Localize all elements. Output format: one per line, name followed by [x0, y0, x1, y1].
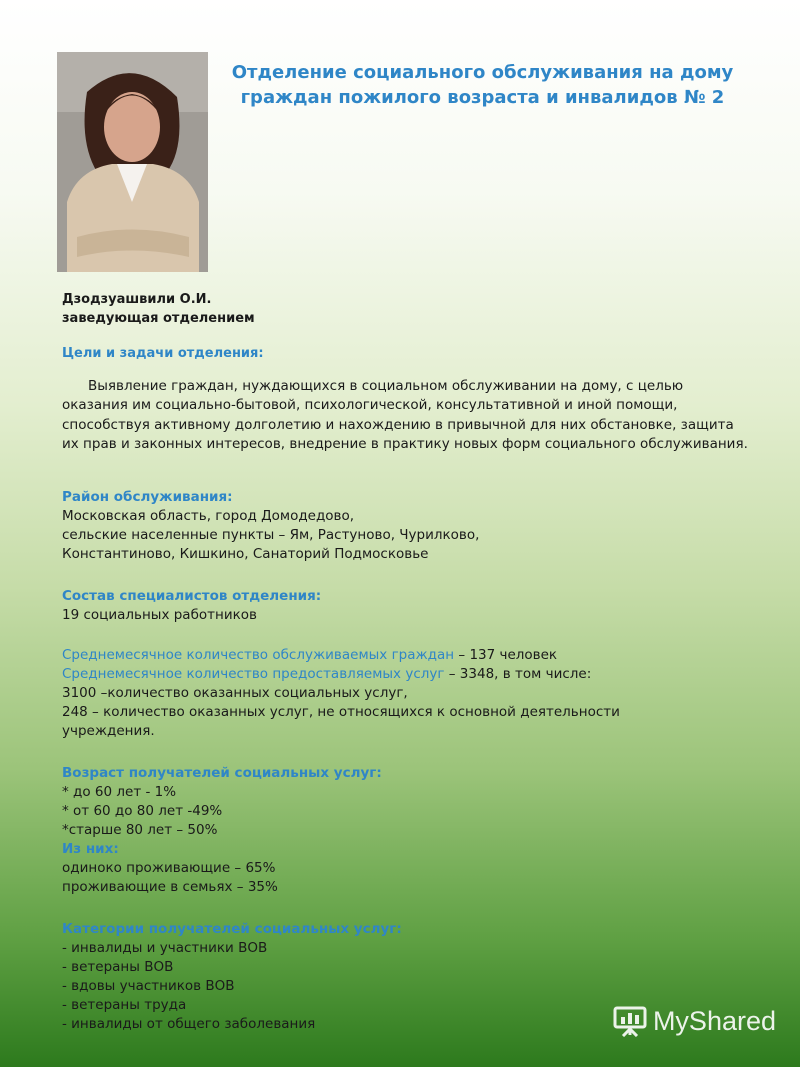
age-heading: Возраст получателей социальных услуг:	[62, 765, 382, 781]
goals-text: Выявление граждан, нуждающихся в социальном обслуживании на дому, с целью оказания им социально-бытовой, психологической, консультативной и иной помощи, способствуя активному долголетию и нахождению в привычной для них обстановке, защита их прав и законных интересов, внедрение в практику новых форм социального обслуживания.	[62, 378, 748, 453]
head-info	[62, 290, 752, 328]
area-line: Константиново, Кишкино, Санаторий Подмосковье	[62, 546, 429, 562]
staff-section	[62, 587, 752, 625]
area-section	[62, 488, 752, 564]
category-item: - вдовы участников ВОВ	[62, 978, 235, 994]
head-position: заведующая отделением	[62, 311, 255, 326]
living-item: проживающие в семьях – 35%	[62, 879, 278, 895]
services-detail-line: 248 – количество оказанных услуг, не относящихся к основной деятельности	[62, 704, 620, 720]
category-item: - инвалиды от общего заболевания	[62, 1016, 316, 1032]
citizens-count-value: – 137 человек	[454, 647, 558, 663]
services-detail-line: 3100 –количество оказанных социальных услуг,	[62, 685, 408, 701]
age-item: * от 60 до 80 лет -49%	[62, 803, 223, 819]
living-heading: Из них:	[62, 841, 119, 857]
area-heading: Район обслуживания:	[62, 489, 233, 505]
area-line: сельские населенные пункты – Ям, Растуново, Чурилково,	[62, 527, 480, 543]
age-item: *старше 80 лет – 50%	[62, 822, 218, 838]
staff-text: 19 социальных работников	[62, 607, 257, 623]
age-section	[62, 764, 752, 897]
watermark-text: MyShared	[652, 1005, 776, 1036]
watermark	[613, 1005, 776, 1037]
category-item: - ветераны ВОВ	[62, 959, 174, 975]
category-item: - инвалиды и участники ВОВ	[62, 940, 268, 956]
staff-heading: Состав специалистов отделения:	[62, 588, 322, 604]
age-item: * до 60 лет - 1%	[62, 784, 177, 800]
counts-section	[62, 646, 752, 741]
services-detail-line: учреждения.	[62, 723, 155, 739]
citizens-count	[62, 646, 752, 665]
citizens-count-label: Среднемесячное количество обслуживаемых граждан	[62, 647, 455, 663]
services-count	[62, 665, 752, 684]
goals-heading: Цели и задачи отделения:	[62, 346, 264, 361]
head-name: Дзодзуашвили О.И.	[62, 292, 212, 307]
page-title: Отделение социального обслуживания на дому граждан пожилого возраста и инвалидов № 2	[231, 62, 734, 108]
services-count-label: Среднемесячное количество предоставляемых услуг	[62, 666, 445, 682]
living-item: одиноко проживающие – 65%	[62, 860, 276, 876]
services-count-value: – 3348, в том числе:	[444, 666, 592, 682]
head-portrait-photo	[57, 52, 208, 272]
area-line: Московская область, город Домодедово,	[62, 508, 355, 524]
category-item: - ветераны труда	[62, 997, 187, 1013]
presentation-board-icon	[613, 1005, 647, 1037]
categories-heading: Категории получателей социальных услуг:	[62, 921, 402, 937]
